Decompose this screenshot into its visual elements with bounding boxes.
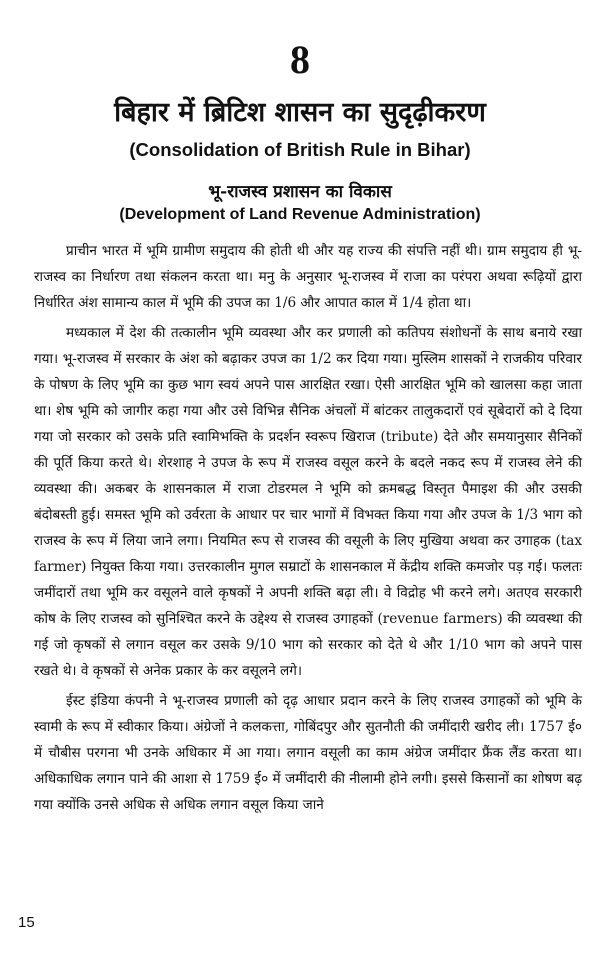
page-number: 15 — [18, 914, 35, 931]
chapter-number: 8 — [290, 37, 310, 82]
body-text — [34, 238, 582, 818]
chapter-title-english: (Consolidation of British Rule in Bihar) — [129, 139, 471, 160]
paragraph-1: प्राचीन भारत में भूमि ग्रामीण समुदाय की होती थी और यह राज्य की संपत्ति नहीं थी। ग्राम समुदाय ही भू-राजस्व का निर्धारण तथा संकलन करता था। मनु के अनुसार भू-राजस्व में राजा का परंपरा अथवा रूढ़ियों द्वारा निर्धारित अंश सामान्य काल में भूमि की उपज का 1/6 और आपात काल में 1/4 होता था। — [34, 243, 582, 311]
paragraph-2: मध्यकाल में देश की तत्कालीन भूमि व्यवस्था और कर प्रणाली को कतिपय संशोधनों के साथ बनाये रखा गया। भू-राजस्व में सरकार के अंश को बढ़ाकर उपज का 1/2 कर दिया गया। मुस्लिम शासकों ने राजकीय परिवार के पोषण के लिए भूमि का कुछ भाग स्वयं अपने पास आरक्षित रखा। ऐसी आरक्षित भूमि को खालसा कहा जाता था। शेष भूमि को जागीर कहा गया और उसे विभिन्न सैनिक अंचलों में बांटकर तालुकदारों एवं सूबेदारों को दे दिया गया जो सरकार को उसके प्रति स्वामिभक्ति के प्रदर्शन स्वरूप खिराज (tribute) देते और समयानुसार सैनिकों की पूर्ति किया करते थे। शेरशाह ने उपज के रूप में राजस्व वसूल करने के बदले नकद रूप में राजस्व लेने की व्यवस्था की। अकबर के शासनकाल में राजा टोडरमल ने भूमि को क्रमबद्ध विस्तृत पैमाइश की और उसकी बंदोबस्ती हुई। समस्त भूमि को उर्वरता के आधार पर चार भागों में विभक्त किया गया और उपज के 1/3 भाग को राजस्व के रूप में लिया जाने लगा। नियमित रूप से राजस्व की वसूली के लिए मुखिया अथवा कर उगाहक (tax farmer) नियुक्त किया गया। उत्तरकालीन मुगल सम्राटों के शासनकाल में केंद्रीय शक्ति कमजोर पड़ गई। फलतः जमींदारों तथा भूमि कर वसूलने वाले कृषकों ने अपनी शक्ति बढ़ा ली। वे विद्रोह भी करने लगे। अतएव सरकारी कोष के लिए राजस्व को सुनिश्चित करने के उद्देश्य से राजस्व उगाहकों (revenue farmers) की व्यवस्था की गई जो कृषकों से लगान वसूल कर उसके 9/10 भाग को सरकार को देते थे और 1/10 भाग को अपने पास रखते थे। वे कृषकों से अनेक प्रकार के कर वसूलने लगे। — [34, 325, 582, 679]
section-title-english: (Development of Land Revenue Administration) — [119, 206, 481, 223]
chapter-title-hindi: बिहार में ब्रिटिश शासन का सुदृढ़ीकरण — [114, 97, 486, 128]
section-title-hindi: भू-राजस्व प्रशासन का विकास — [208, 182, 392, 202]
paragraph-3: ईस्ट इंडिया कंपनी ने भू-राजस्व प्रणाली को दृढ़ आधार प्रदान करने के लिए राजस्व उगाहकों को भूमि के स्वामी के रूप में स्वीकार किया। अंग्रेजों ने कलकत्ता, गोबिंदपुर और सुतनौती की जमींदारी खरीद ली। 1757 ई० में चौबीस परगना भी उनके अधिकार में आ गया। लगान वसूली का काम अंग्रेज जमींदार फ्रैंक लैंड करता था। अधिकाधिक लगान पाने की आशा से 1759 ई० में जमींदारी की नीलामी होने लगी। इससे किसानों का शोषण बढ़ गया क्योंकि उनसे अधिक से अधिक लगान वसूल किया जाने — [34, 693, 582, 813]
